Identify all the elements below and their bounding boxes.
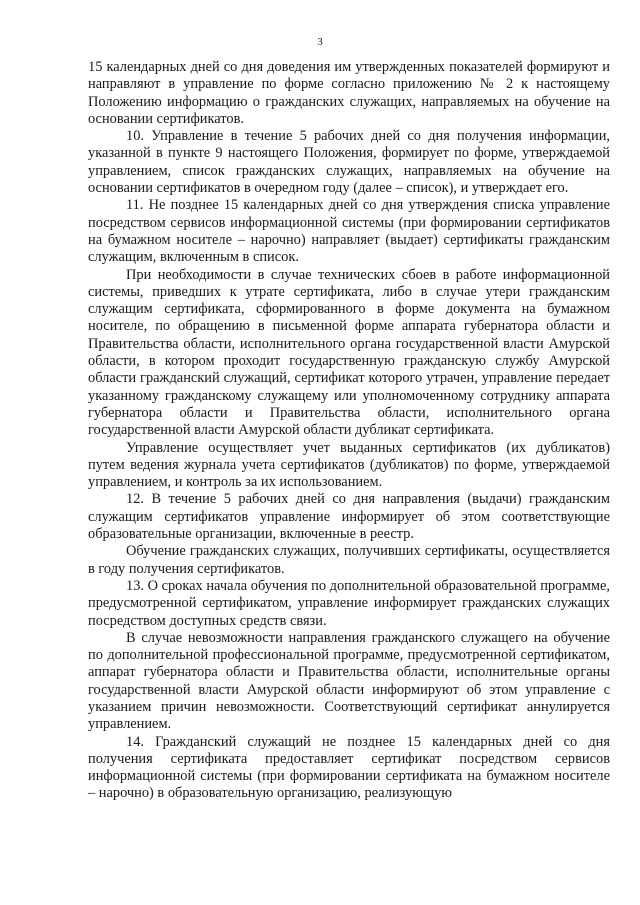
paragraph-technical-failures: При необходимости в случае технических сбоев в работе информационной системы, приведших к утрате сертификата, либо в случае утери гражданским служащим сертификата, сформированного в форме документа на бумажном носителе, по обращению в письменной форме аппарата губернатора области и Правительства области, исполнительного органа государственной власти Амурской области, в котором проходит государственную гражданскую службу Амурской области гражданский служащий, сертификат которого утрачен, управление передает указанному гражданскому служащему или уполномоченному сотруднику аппарата губернатора области и Правительства области, исполнительного органа государственной власти Амурской области дубликат сертификата.	[88, 266, 610, 439]
paragraph-impossibility: В случае невозможности направления гражданского служащего на обучение по дополнительной профессиональной программе, предусмотренной сертификатом, аппарат губернатора области и Правительства области, исполнительные органы государственной власти Амурской области информируют об этом управление с указанием причин невозможности. Соответствующий сертификат аннулируется управлением.	[88, 629, 610, 733]
paragraph-item-10: 10. Управление в течение 5 рабочих дней со дня получения информации, указанной в пункте 9 настоящего Положения, формирует по форме, утверждаемой управлением, список гражданских служащих, направляемых на обучение на основании сертификатов в очередном году (далее – список), и утверждает его.	[88, 128, 610, 197]
paragraph-item-11: 11. Не позднее 15 календарных дней со дня утверждения списка управление посредством сервисов информационной системы (при формировании сертификатов на бумажном носителе – нарочно) направляет (выдает) сертификаты гражданским служащим, включенным в список.	[88, 197, 610, 266]
paragraph-item-12: 12. В течение 5 рабочих дней со дня направления (выдачи) гражданским служащим сертификатов управление информирует об этом соответствующие образовательные организации, включенные в реестр.	[88, 491, 610, 543]
page-number: 3	[317, 36, 323, 48]
document-body	[88, 59, 610, 803]
paragraph-training-year: Обучение гражданских служащих, получивших сертификаты, осуществляется в году получения сертификатов.	[88, 543, 610, 577]
paragraph-item-13: 13. О сроках начала обучения по дополнительной образовательной программе, предусмотренной сертификатом, управление информирует гражданских служащих посредством доступных средств связи.	[88, 577, 610, 629]
paragraph-continuation: 15 календарных дней со дня доведения им утвержденных показателей формируют и направляют в управление по форме согласно приложению № 2 к настоящему Положению информацию о гражданских служащих, направляемых на обучение на основании сертификатов.	[88, 59, 610, 127]
paragraph-certificate-accounting: Управление осуществляет учет выданных сертификатов (их дубликатов) путем ведения журнала учета сертификатов (дубликатов) по форме, утверждаемой управлением, и контроль за их использованием.	[88, 439, 610, 491]
paragraph-item-14: 14. Гражданский служащий не позднее 15 календарных дней со дня получения сертификата предоставляет сертификат посредством сервисов информационной системы (при формировании сертификата на бумажном носителе – нарочно) в образовательную организацию, реализующую	[88, 733, 610, 802]
